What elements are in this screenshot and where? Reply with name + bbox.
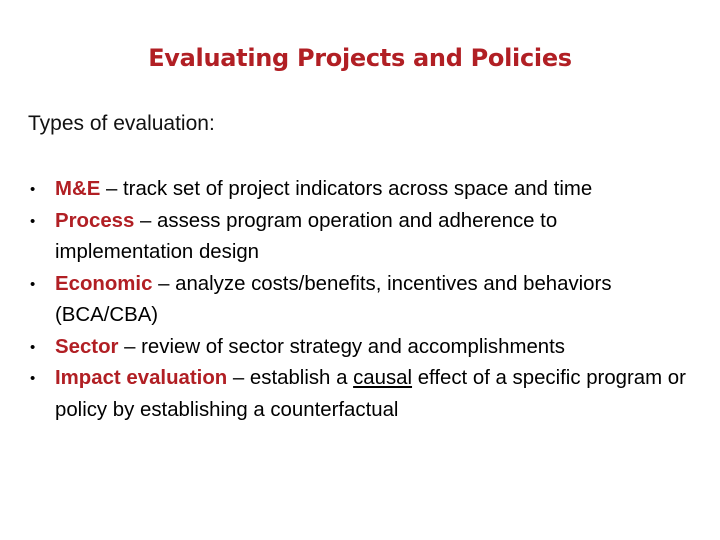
slide-subtitle: Types of evaluation: <box>28 112 215 135</box>
bullet-item-impact-evaluation <box>30 363 700 426</box>
bullet-item-economic <box>30 269 700 332</box>
bullet-text-after: effect of a specific program or policy by establishing a counterfactual <box>55 367 686 421</box>
bullet-list <box>30 174 700 426</box>
bullet-term: Process <box>55 209 135 232</box>
slide-title: Evaluating Projects and Policies <box>148 44 572 72</box>
bullet-text: – analyze costs/benefits, incentives and behaviors (BCA/CBA) <box>55 272 612 326</box>
bullet-dot-icon: • <box>30 338 36 356</box>
bullet-item-process <box>30 206 700 269</box>
bullet-term: Sector <box>55 335 119 358</box>
bullet-term: M&E <box>55 178 101 200</box>
bullet-dot-icon: • <box>30 370 36 387</box>
bullet-text: – assess program operation and adherence to implementation design <box>55 209 558 263</box>
bullet-text: – review of sector strategy and accomplishments <box>118 335 565 358</box>
bullet-item-me <box>30 174 700 206</box>
bullet-term: Impact evaluation <box>55 367 228 389</box>
bullet-text: – track set of project indicators across space and time <box>100 178 593 200</box>
underlined-word: causal <box>353 367 413 389</box>
bullet-term: Economic <box>55 272 153 295</box>
bullet-dot-icon: • <box>30 275 36 293</box>
bullet-item-sector <box>30 332 700 364</box>
bullet-text-before: – establish a <box>227 367 354 389</box>
bullet-dot-icon: • <box>30 181 36 198</box>
bullet-dot-icon: • <box>30 212 36 230</box>
